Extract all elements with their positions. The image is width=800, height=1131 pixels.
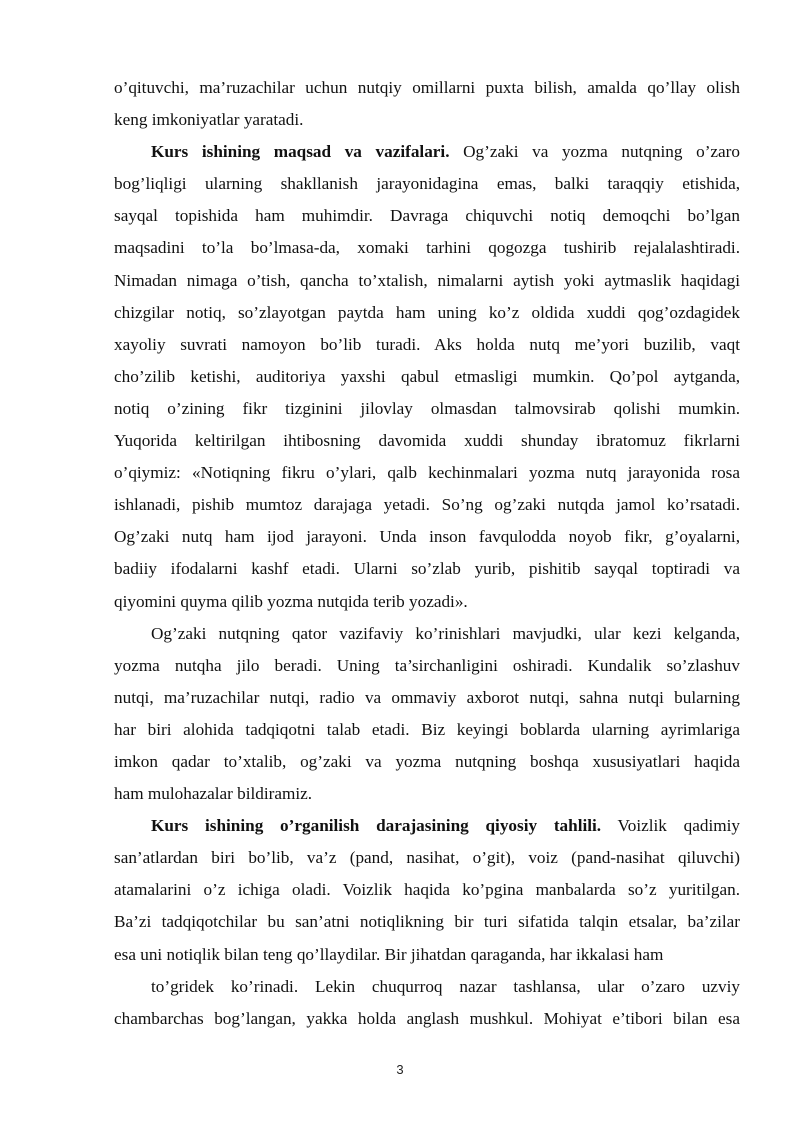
text-line: har biri alohida tadqiqotni talab etadi. Biz keyingi boblarda ularning ayrimlariga [114, 719, 740, 739]
text-line: o’qiymiz: «Notiqning fikru o’ylari, qalb kechinmalari yozma nutq jarayonida rosa [114, 463, 740, 483]
text-line: cho’zilib ketishi, auditoriya yaxshi qabul etmasligi mumkin. Qo’pol aytganda, [114, 366, 740, 386]
text-line: Nimadan nimaga o’tish, qancha to’xtalish, nimalarni aytish yoki aytmaslik haqidagi [114, 270, 740, 290]
section-heading-line: Kurs ishining maqsad va vazifalari. Og’zaki va yozma nutqning o’zaro [151, 142, 740, 162]
text-line: Yuqorida keltirilgan ihtibosning davomida xuddi shunday ibratomuz fikrlarni [114, 431, 740, 451]
text-line: xayoliy suvrati namoyon bo’lib turadi. Aks holda nutq me’yori buzilib, vaqt [114, 334, 740, 354]
section-heading-goals: Kurs ishining maqsad va vazifalari. [151, 142, 450, 162]
text-line: qiyomini quyma qilib yozma nutqida terib yozadi». [114, 591, 468, 611]
page-number: 3 [396, 1062, 404, 1077]
text-line: nutqi, ma’ruzachilar nutqi, radio va ommaviy axborot nutqi, sahna nutqi bularning [114, 687, 740, 707]
text-line: chambarchas bog’langan, yakka holda anglash mushkul. Mohiyat e’tibori bilan esa [114, 1008, 740, 1028]
text-line: imkon qadar to’xtalib, og’zaki va yozma nutqning boshqa xususiyatlari haqida [114, 751, 740, 771]
text-line: yozma nutqha jilo beradi. Uning ta’sirchanligini oshiradi. Kundalik so’zlashuv [114, 655, 740, 675]
text-line: Og’zaki nutq ham ijod jarayoni. Unda inson favqulodda noyob fikr, g’oyalarni, [114, 527, 740, 547]
section-heading-analysis: Kurs ishining o’rganilish darajasining qiyosiy tahlili. [151, 816, 602, 836]
text-line: esa uni notiqlik bilan teng qo’llaydilar. Bir jihatdan qaraganda, har ikkalasi ham [114, 944, 664, 964]
text-line: to’gridek ko’rinadi. Lekin chuqurroq nazar tashlansa, ular o’zaro uzviy [151, 976, 740, 996]
text-line: sayqal topishida ham muhimdir. Davraga chiquvchi notiq demoqchi bo’lgan [114, 206, 740, 226]
text-line: maqsadini to’la bo’lmasa-da, xomaki tarhini qogozga tushirib rejalalashtiradi. [114, 238, 740, 258]
text-line: notiq o’zining fikr tizginini jilovlay olmasdan talmovsirab qolishi mumkin. [114, 398, 740, 418]
document-page [114, 72, 740, 1035]
text-line: o’qituvchi, ma’ruzachilar uchun nutqiy omillarni puxta bilish, amalda qo’llay olish [114, 78, 740, 97]
text-line: Og’zaki nutqning qator vazifaviy ko’rinishlari mavjudki, ular kezi kelganda, [151, 623, 740, 643]
section-heading-line: Kurs ishining o’rganilish darajasining qiyosiy tahlili. Voizlik qadimiy [151, 816, 740, 836]
text-line: ishlanadi, pishib mumtoz darajaga yetadi. So’ng og’zaki nutqda jamol ko’rsatadi. [114, 495, 740, 515]
text-line: badiiy ifodalarni kashf etadi. Ularni so’zlab yurib, pishitib sayqal toptiradi va [114, 559, 740, 579]
text-line: bog’liqligi ularning shakllanish jarayonidagina emas, balki taraqqiy etishida, [114, 174, 740, 194]
text-line: ham mulohazalar bildiramiz. [114, 784, 313, 804]
text-line: san’atlardan biri bo’lib, va’z (pand, nasihat, o’git), voiz (pand-nasihat qiluvchi) [114, 848, 740, 868]
text-line: Ba’zi tadqiqotchilar bu san’atni notiqlikning bir turi sifatida talqin etsalar, ba’zilar [114, 912, 740, 932]
text-line: keng imkoniyatlar yaratadi. [114, 110, 304, 130]
text-line: chizgilar notiq, so’zlayotgan paytda ham uning ko’z oldida xuddi qog’ozdagidek [114, 302, 740, 322]
text-line: atamalarini o’z ichiga oladi. Voizlik haqida ko’pgina manbalarda so’z yuritilgan. [114, 880, 740, 900]
